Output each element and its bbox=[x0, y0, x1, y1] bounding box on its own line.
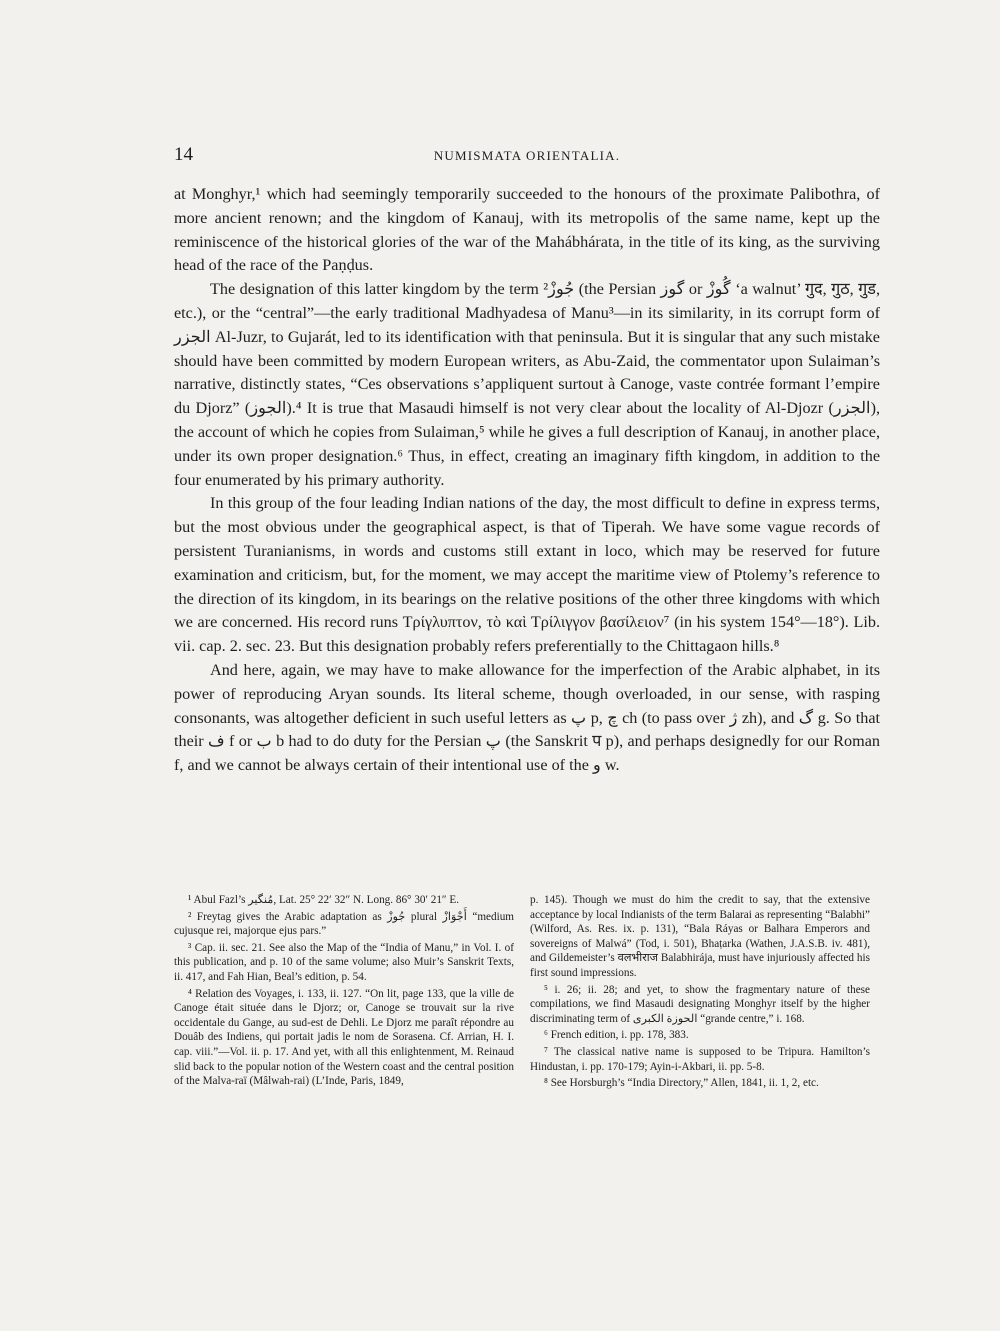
paragraph: at Monghyr,¹ which had seemingly temporarily succeeded to the honours of the proximate Palibothra, of more ancient renown; and the kingdom of Kanauj, with its metropolis of the same name, kept up the reminiscence of the historical glories of the war of the Mahábhárata, in the title of its king, as the surviving head of the race of the Paṇḍus. bbox=[174, 185, 880, 275]
footnote: ⁶ French edition, i. pp. 178, 383. bbox=[544, 1029, 689, 1042]
footnote: p. 145). Though we must do him the credit to say, that the extensive acceptance by local Indianists of the term Balarai as representing “Balabhi” (Wilford, As. Res. ix. p. 131), “Bala Ráyas or Balhara Emperors and sovereigns of Malwá” (Tod, i. 501), Bhaṭarka (Wathen, J.A.S.B. iv. 481), and Gildemeister’s वलभीराज Balabhirája, must have injuriously affected his first sound impressions. bbox=[530, 894, 870, 979]
paragraph: And here, again, we may have to make allowance for the imperfection of the Arabic alphabet, in its power of reproducing Aryan sounds. Its literal scheme, though overloaded, in our sense, with rasping consonants, was altogether deficient in such useful letters as پ p, چ ch (to pass over ژ zh), and گ g. So that their ف f or ب b had to do duty for the Persian پ (the Sanskrit प p), and perhaps designedly for our Roman f, and we cannot be always certain of their intentional use of the و w. bbox=[174, 660, 881, 775]
footnotes bbox=[174, 893, 880, 1143]
footnote: ⁴ Relation des Voyages, i. 133, ii. 127. “On lit, page 133, que la ville de Canoge était située dans le Djorz; or, Canoge se trouvait sur la rive occidentale du Gange, au sud-est de Dehli. Le Djorz me paraît répondre au Douâb des Indiens, qui portait jadis le nom de Sorasena. Cf. Arrian, H. I. cap. viii.”—Vol. ii. p. 17. And yet, with all this enlightenment, M. Reinaud slid back to the popular notion of the Western coast and the central position of the Malva-raï (Mâlwah-rai) (L’Inde, Paris, 1849, bbox=[174, 987, 514, 1088]
footnotes-left-column bbox=[174, 893, 514, 1091]
running-title: NUMISMATA ORIENTALIA. bbox=[433, 148, 621, 163]
page-number: 14 bbox=[174, 144, 193, 165]
footnote: ⁸ See Horsburgh’s “India Directory,” Allen, 1841, ii. 1, 2, etc. bbox=[544, 1077, 819, 1090]
footnote: ¹ Abul Fazl’s مُنگیر, Lat. 25° 22′ 32″ N. Long. 86° 30′ 21″ E. bbox=[188, 894, 460, 906]
footnote: ⁵ i. 26; ii. 28; and yet, to show the fragmentary nature of these compilations, we find Masaudi designating Monghyr itself by the higher discriminating term of الحوزة الكبرى “grande centre,” i. 168. bbox=[530, 983, 870, 1025]
footnote: ² Freytag gives the Arabic adaptation as جُوزْ plural أَجْوَازْ “medium cujusque rei, majorque ejus pars.” bbox=[174, 910, 514, 938]
footnote: ³ Cap. ii. sec. 21. See also the Map of the “India of Manu,” in Vol. I. of this publication, and p. 10 of the same volume; also Muir’s Sanskrit Texts, ii. 417, and Fah Hian, Beal’s edition, p. 54. bbox=[174, 941, 514, 983]
footnote: ⁷ The classical native name is supposed to be Tripura. Hamilton’s Hindustan, i. pp. 170-179; Ayin-i-Akbari, ii. pp. 5-8. bbox=[530, 1045, 870, 1073]
paragraph: In this group of the four leading Indian nations of the day, the most difficult to define in express terms, but the most obvious under the geographical aspect, is that of Tiperah. We have some vague records of persistent Turanianisms, in words and customs still extant in loco, which may be reserved for future examination and criticism, but, for the moment, we may accept the maritime view of Ptolemy’s reference to the direction of its kingdom, in its bearings on the relative positions of the other three kingdoms with which we are concerned. His record runs Τρίγλυπτον, τὸ καὶ Τρίλιγγον βασίλειον⁷ (in his system 154°—18°). Lib. vii. cap. 2. sec. 23. But this designation probably refers preferentially to the Chittagaon hills.⁸ bbox=[174, 494, 880, 656]
page-header bbox=[174, 144, 880, 168]
paragraph: The designation of this latter kingdom by the term جُوزْ² (the Persian گوز or گُوزْ ‘a walnut’ गुद, गुठ, गुड, etc.), or the “central”—the early traditional Madhyadesa of Manu³—in its similarity, in its corrupt form of الجزر Al-Juzr, to Gujarát, led to its identification with that peninsula. But it is singular that any such mistake should have been committed by modern European writers, as Abu-Zaid, the commentator upon Sulaiman’s narrative, distinctly states, “Ces observations s’appliquent surtout à Canoge, vaste contrée formant l’empire du Djorz” (الجوز).⁴ It is true that Masaudi himself is not very clear about the locality of Al-Djozr (الجزر), the account of which he copies from Sulaiman,⁵ while he gives a full description of Kanauj, in another place, under its own proper designation.⁶ Thus, in effect, creating an imaginary fifth kingdom, in addition to the four enumerated by his primary authority. bbox=[174, 280, 881, 489]
main-text bbox=[174, 183, 880, 778]
footnotes-right-column bbox=[530, 893, 870, 1093]
